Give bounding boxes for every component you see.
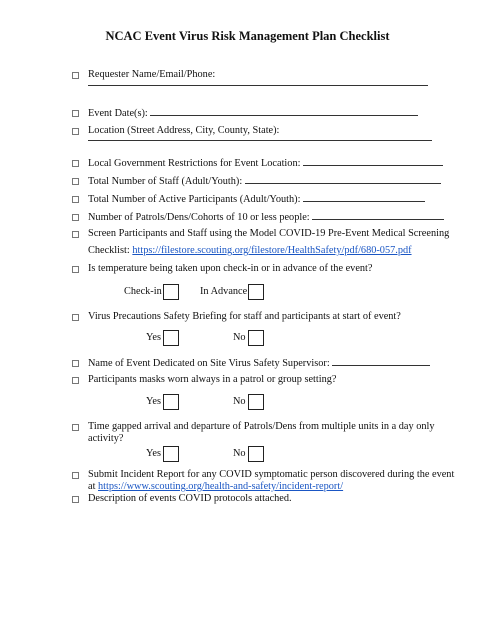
- supervisor-input-line[interactable]: [332, 356, 430, 366]
- briefing-label: Virus Precautions Safety Briefing for staff and participants at start of event?: [88, 311, 401, 322]
- screening-line-1: Screen Participants and Staff using the Model COVID-19 Pre-Event Medical Screening: [88, 228, 450, 239]
- in-advance-checkbox[interactable]: [248, 284, 264, 300]
- requester-input-line[interactable]: [88, 85, 428, 86]
- patrols-label: [88, 210, 444, 224]
- checkbox-participants[interactable]: [72, 196, 79, 203]
- briefing-no-label: No: [233, 332, 246, 343]
- screening-line-2: [88, 244, 412, 257]
- checkbox-time-gapped[interactable]: [72, 424, 79, 431]
- check-in-label: Check-in: [124, 286, 162, 297]
- requester-label: Requester Name/Email/Phone:: [88, 69, 216, 80]
- masks-no-checkbox[interactable]: [248, 394, 264, 410]
- checkbox-location[interactable]: [72, 128, 79, 135]
- time-gapped-no-label: No: [233, 448, 246, 459]
- time-gapped-no-checkbox[interactable]: [248, 446, 264, 462]
- event-dates-label: [88, 106, 418, 120]
- checkbox-local-gov[interactable]: [72, 160, 79, 167]
- staff-input-line[interactable]: [245, 174, 441, 184]
- local-gov-input-line[interactable]: [303, 156, 443, 166]
- local-gov-text: Local Government Restrictions for Event Location:: [88, 158, 301, 169]
- in-advance-label: In Advance: [200, 286, 248, 297]
- masks-label: Participants masks worn always in a patrol or group setting?: [88, 374, 337, 385]
- check-in-checkbox[interactable]: [163, 284, 179, 300]
- time-gapped-line-1: Time gapped arrival and departure of Patrols/Dens from multiple units in a day only: [88, 421, 435, 432]
- patrols-text: Number of Patrols/Dens/Cohorts of 10 or less people:: [88, 212, 310, 223]
- briefing-yes-label: Yes: [146, 332, 161, 343]
- staff-label: [88, 174, 441, 188]
- checkbox-briefing[interactable]: [72, 314, 79, 321]
- time-gapped-yes-label: Yes: [146, 448, 161, 459]
- temperature-label: Is temperature being taken upon check-in or in advance of the event?: [88, 263, 373, 274]
- masks-yes-checkbox[interactable]: [163, 394, 179, 410]
- participants-label: [88, 192, 425, 206]
- participants-text: Total Number of Active Participants (Adult/Youth):: [88, 194, 301, 205]
- supervisor-label: [88, 356, 430, 370]
- checkbox-supervisor[interactable]: [72, 360, 79, 367]
- supervisor-text: Name of Event Dedicated on Site Virus Safety Supervisor:: [88, 358, 330, 369]
- checkbox-incident-report[interactable]: [72, 472, 79, 479]
- time-gapped-yes-checkbox[interactable]: [163, 446, 179, 462]
- checkbox-staff[interactable]: [72, 178, 79, 185]
- incident-line-1: Submit Incident Report for any COVID symptomatic person discovered during the event: [88, 469, 455, 480]
- checkbox-protocols[interactable]: [72, 496, 79, 503]
- page-title: NCAC Event Virus Risk Management Plan Checklist: [105, 29, 390, 43]
- checkbox-temperature[interactable]: [72, 266, 79, 273]
- staff-text: Total Number of Staff (Adult/Youth):: [88, 176, 243, 187]
- incident-report-link[interactable]: https://www.scouting.org/health-and-safety/incident-report/: [98, 481, 344, 492]
- checkbox-masks[interactable]: [72, 377, 79, 384]
- screening-prefix: Checklist:: [88, 245, 133, 256]
- local-gov-label: [88, 156, 443, 170]
- checkbox-event-dates[interactable]: [72, 110, 79, 117]
- checkbox-requester[interactable]: [72, 72, 79, 79]
- incident-prefix: at: [88, 481, 99, 492]
- event-dates-text: Event Date(s):: [88, 108, 148, 119]
- masks-no-label: No: [233, 396, 246, 407]
- briefing-yes-checkbox[interactable]: [163, 330, 179, 346]
- participants-input-line[interactable]: [303, 192, 425, 202]
- briefing-no-checkbox[interactable]: [248, 330, 264, 346]
- checkbox-patrols[interactable]: [72, 214, 79, 221]
- screening-checklist-link[interactable]: https://filestore.scouting.org/filestore/HealthSafety/pdf/680-057.pdf: [132, 245, 412, 256]
- masks-yes-label: Yes: [146, 396, 161, 407]
- checkbox-screening[interactable]: [72, 231, 79, 238]
- protocols-label: Description of events COVID protocols attached.: [88, 493, 292, 504]
- event-dates-input-line[interactable]: [150, 106, 418, 116]
- time-gapped-line-2: activity?: [88, 433, 124, 444]
- location-input-line[interactable]: [88, 140, 432, 141]
- patrols-input-line[interactable]: [312, 210, 444, 220]
- location-label: Location (Street Address, City, County, State):: [88, 125, 280, 136]
